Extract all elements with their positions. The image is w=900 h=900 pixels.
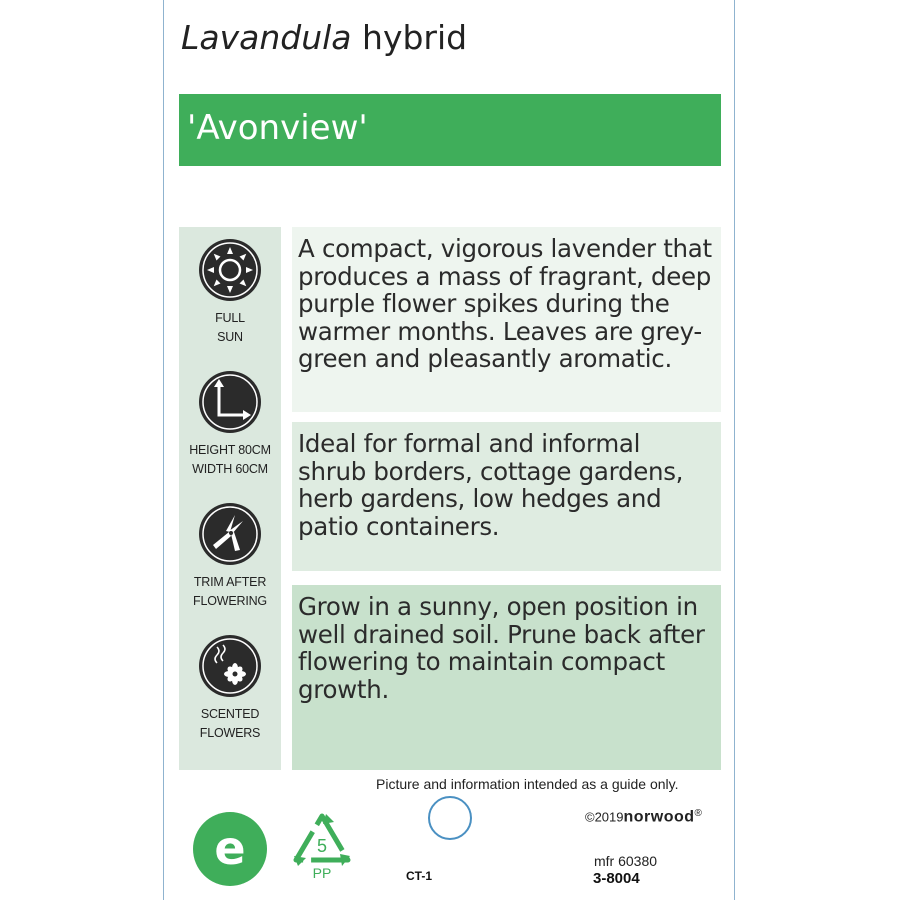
care-label-line1: SCENTED — [200, 707, 260, 721]
copyright — [585, 808, 702, 826]
species: hybrid — [362, 18, 468, 57]
registration-circle — [427, 795, 473, 841]
description-text: A compact, vigorous lavender that produces a mass of fragrant, deep purple flower spikes during the warmer months. Leaves are grey-green and pleasantly aromatic. — [298, 234, 712, 373]
care-label-line1: FULL — [215, 311, 245, 325]
sun-icon — [197, 237, 263, 303]
botanical-name — [181, 18, 467, 57]
cultivar-banner — [179, 94, 721, 166]
care-label-line1: TRIM AFTER — [193, 575, 267, 589]
e-letter: e — [214, 821, 246, 875]
growing-paragraph — [292, 585, 721, 770]
care-label-line2: WIDTH 60CM — [192, 462, 268, 476]
height-width-icon — [197, 369, 263, 435]
recycle-code: PP — [312, 865, 332, 881]
e-mark-icon — [193, 812, 267, 886]
care-item-trim — [179, 501, 281, 611]
brand-name: norwood — [623, 808, 695, 826]
care-label-line1: HEIGHT 80CM — [189, 443, 271, 457]
growing-text: Grow in a sunny, open position in well drained soil. Prune back after flowering to maintain compact growth. — [298, 592, 705, 704]
uses-paragraph — [292, 422, 721, 571]
product-code: 3-8004 — [593, 870, 640, 887]
ct-code: CT-1 — [406, 869, 433, 883]
disclaimer: Picture and information intended as a guide only. — [376, 776, 679, 792]
secateurs-icon — [197, 501, 263, 567]
care-label-line2: FLOWERS — [199, 726, 261, 740]
uses-text: Ideal for formal and informal shrub borders, cottage gardens, herb gardens, low hedges and patio containers. — [298, 429, 684, 541]
care-icons-column — [179, 227, 281, 770]
mfr-number: mfr 60380 — [594, 853, 658, 869]
recycle-icon — [290, 810, 354, 882]
scented-flower-icon — [197, 633, 263, 699]
registered-mark: ® — [694, 808, 702, 819]
genus: Lavandula — [181, 18, 352, 57]
cultivar-name: 'Avonview' — [187, 108, 368, 148]
care-item-size — [179, 369, 281, 479]
care-item-sun — [179, 237, 281, 347]
description-paragraph — [292, 227, 721, 412]
copyright-year: ©2019 — [585, 809, 624, 825]
care-label-line2: SUN — [217, 330, 243, 344]
care-item-scented — [179, 633, 281, 743]
recycle-number: 5 — [316, 836, 328, 856]
care-label-line2: FLOWERING — [193, 594, 267, 608]
